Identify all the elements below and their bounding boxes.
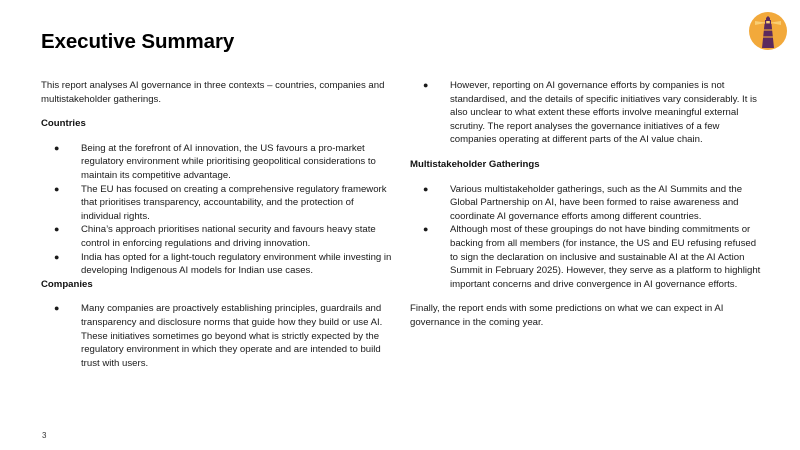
- bullet-icon: ●: [54, 224, 60, 235]
- bullet-icon: ●: [54, 251, 60, 262]
- companies-continued-list: [410, 79, 765, 147]
- list-item: ● Being at the forefront of AI innovation, the US favours a pro-market regulatory environment while prioritising geopolitical considerations to maintain its competitive advantage.: [54, 142, 376, 181]
- multistakeholder-heading: Multistakeholder Gatherings: [410, 158, 540, 170]
- left-column: [41, 79, 396, 370]
- page-title: Executive Summary: [41, 30, 235, 53]
- right-column: [410, 79, 765, 341]
- intro-paragraph: This report analyses AI governance in three contexts – countries, companies and multistakeholder gatherings.: [41, 80, 385, 105]
- closing-paragraph: Finally, the report ends with some predictions on what we can expect in AI governance in the coming year.: [410, 303, 724, 328]
- list-item: ● China’s approach prioritises national security and favours heavy state control in enforcing regulations and driving innovation.: [54, 224, 376, 249]
- countries-heading: Countries: [41, 118, 86, 130]
- bullet-icon: ●: [54, 183, 60, 194]
- list-item: ● Various multistakeholder gatherings, such as the AI Summits and the Global Partnership on AI, have been formed to raise awareness and coordinate AI governance efforts among different countries.: [423, 183, 743, 222]
- companies-heading: Companies: [41, 278, 93, 290]
- list-item: ● The EU has focused on creating a comprehensive regulatory framework that prioritises transparency, accountability, and the protection of individual rights.: [54, 183, 387, 222]
- lighthouse-logo-icon: [749, 12, 787, 50]
- bullet-icon: ●: [423, 224, 429, 235]
- list-item: ● India has opted for a light-touch regulatory environment while investing in developing Indigenous AI models for Indian use cases.: [54, 251, 392, 277]
- list-item: ● However, reporting on AI governance efforts by companies is not standardised, and the details of specific initiatives vary considerably. It is also unclear to what extent these efforts involve meaningful external scrutiny. The report analyses the governance initiatives of a few companies operating at different parts of the AI value chain.: [423, 80, 757, 146]
- bullet-icon: ●: [423, 80, 429, 90]
- bullet-icon: ●: [54, 303, 60, 314]
- countries-list: [41, 142, 396, 278]
- bullet-icon: ●: [423, 183, 429, 194]
- bullet-icon: ●: [54, 142, 60, 153]
- list-item: ● Many companies are proactively establishing principles, guardrails and transparency and disclosure norms that guide how they build or use AI. These initiatives sometimes go beyond what is strictly expected by the regulatory environment in which they operate and are intended to build trust with users.: [54, 303, 383, 369]
- list-item: ● Although most of these groupings do not have binding commitments or backing from all members (for instance, the US and EU refusing refused to sign the declaration on inclusive and sustainable AI at the AI Action Summit in February 2025). However, they serve as a platform to highlight important concerns and drive convergence in AI governance efforts.: [423, 224, 761, 290]
- companies-list: [41, 302, 396, 370]
- page-number: 3: [42, 431, 47, 440]
- multistakeholder-list: [410, 183, 765, 292]
